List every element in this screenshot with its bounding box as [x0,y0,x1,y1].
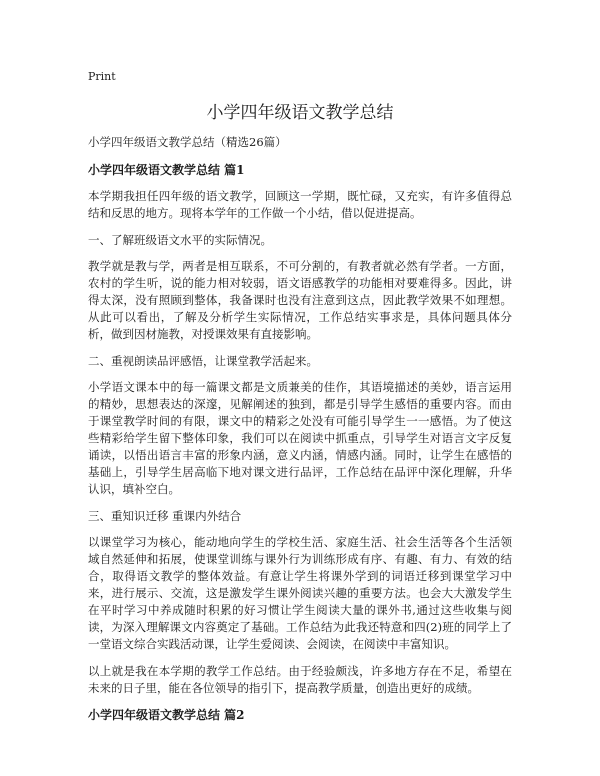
section-1-subhead-3: 三、重知识迁移 重课内外结合 [88,509,242,523]
print-label: Print [88,70,116,83]
section-1-subhead-2: 二、重视朗读品评感悟，让课堂教学活起来。 [88,354,318,368]
section-heading-2: 小学四年级语文教学总结 篇2 [88,708,245,722]
section-1-body-2: 小学语文课本中的每一篇课文都是文质兼美的佳作，其语境描述的美妙，语言运用的精妙，思想表达的深邃，见解阐述的独到，都是引导学生感悟的重要内容。而由于课堂教学时间的有限，课文中的精彩之处没有可能引导学生一一感悟。为了使这些精彩给学生留下整体印象，我们可以在阅读中抓重点，引导学生对语言文字反复诵读，以悟出语言丰富的形象内涵，意义内涵，情感内涵。同时，让学生在感悟的基础上，引导学生居高临下地对课文进行品评，工作总结在品评中深化理解，升华认识，填补空白。 [88,380,512,496]
section-1-body-1: 教学就是教与学，两者是相互联系，不可分割的，有教者就必然有学者。一方面，农村的学生听，说的能力相对较弱，语文语感教学的功能相对要难得多。因此，讲得太深，没有照顾到整体，我备课时也没有注意到这点，因此教学效果不如理想。从此可以看出，了解及分析学生实际情况，工作总结实事求是，具体问题具体分析，做到因材施教，对授课效果有直接影响。 [88,259,512,341]
document-subtitle: 小学四年级语文教学总结（精选26篇） [88,135,287,149]
document-title: 小学四年级语文教学总结 [206,103,394,123]
section-1-closing: 以上就是我在本学期的教学工作总结。由于经验颇浅，许多地方存在不足，希望在未来的日子里，能在各位领导的指引下，提高教学质量，创造出更好的成绩。 [88,664,512,695]
section-1-subhead-1: 一、了解班级语文水平的实际情况。 [88,233,272,247]
section-1-intro: 本学期我担任四年级的语文教学，回顾这一学期，既忙碌，又充实，有许多值得总结和反思的地方。现将本学年的工作做一个小结，借以促进提高。 [88,189,512,220]
section-1-body-3: 以课堂学习为核心，能动地向学生的学校生活、家庭生活、社会生活等各个生活领域自然延伸和拓展，使课堂训练与课外行为训练形成有序、有趣、有力、有效的结合，取得语文教学的整体效益。有意让学生将课外学到的词语迁移到课堂学习中来，进行展示、交流，这是激发学生课外阅读兴趣的重要方法。也会大大激发学生在平时学习中养成随时积累的好习惯让学生阅读大量的课外书,通过这些收集与阅读，为深入理解课文内容奠定了基础。工作总结为此我还特意和四(2)班的同学上了一堂语文综合实践活动课，让学生爱阅读、会阅读，在阅读中丰富知识。 [88,535,512,651]
section-heading-1: 小学四年级语文教学总结 篇1 [88,163,245,177]
